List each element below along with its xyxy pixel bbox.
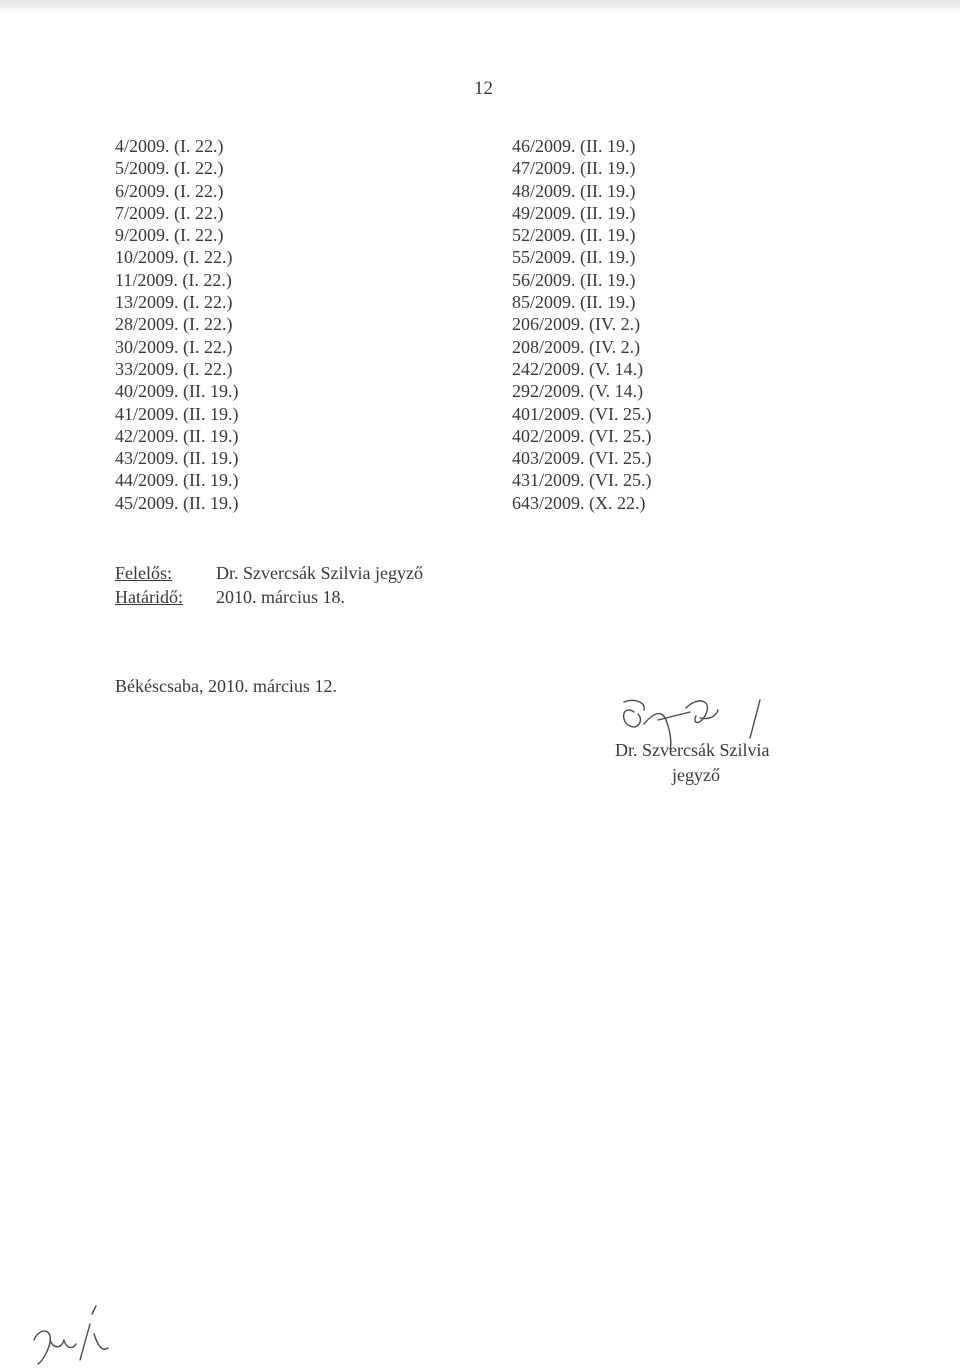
decision-list-left: [115, 135, 238, 514]
decision-item: 11/2009. (I. 22.): [115, 269, 232, 290]
decision-item: 85/2009. (II. 19.): [512, 292, 636, 313]
decision-item: 206/2009. (IV. 2.): [512, 314, 641, 335]
decision-item: 7/2009. (I. 22.): [115, 202, 224, 223]
decision-item: 47/2009. (II. 19.): [512, 158, 636, 179]
decision-item: 48/2009. (II. 19.): [512, 180, 636, 201]
decision-item: 402/2009. (VI. 25.): [512, 425, 652, 446]
decision-item: 401/2009. (VI. 25.): [512, 403, 652, 424]
decision-item: 30/2009. (I. 22.): [115, 336, 233, 357]
decision-item: 55/2009. (II. 19.): [512, 247, 636, 268]
decision-item: 4/2009. (I. 22.): [115, 136, 224, 156]
signer-title: jegyző: [672, 765, 720, 785]
handwritten-initials-icon: [28, 1300, 138, 1369]
deadline-label: Határidő:: [115, 587, 183, 607]
decision-item: 52/2009. (II. 19.): [512, 225, 636, 246]
decision-item: 41/2009. (II. 19.): [115, 403, 239, 424]
decision-item: 292/2009. (V. 14.): [512, 381, 644, 402]
place-date: Békéscsaba, 2010. március 12.: [115, 676, 337, 696]
deadline-value: 2010. március 18.: [216, 587, 345, 607]
decision-list-right: [512, 135, 651, 514]
decision-item: 10/2009. (I. 22.): [115, 247, 233, 268]
signer-name: Dr. Szvercsák Szilvia: [615, 740, 770, 760]
decision-item: 28/2009. (I. 22.): [115, 314, 233, 335]
decision-item: 43/2009. (II. 19.): [115, 448, 239, 469]
decision-item: 242/2009. (V. 14.): [512, 358, 644, 379]
decision-item: 403/2009. (VI. 25.): [512, 448, 652, 469]
decision-item: 33/2009. (I. 22.): [115, 358, 233, 379]
decision-item: 40/2009. (II. 19.): [115, 381, 239, 402]
decision-item: 9/2009. (I. 22.): [115, 225, 224, 246]
decision-item: 13/2009. (I. 22.): [115, 292, 233, 313]
decision-item: 44/2009. (II. 19.): [115, 470, 239, 491]
decision-item: 45/2009. (II. 19.): [115, 492, 239, 513]
responsible-value: Dr. Szvercsák Szilvia jegyző: [216, 563, 423, 583]
decision-item: 208/2009. (IV. 2.): [512, 336, 641, 357]
decision-item: 643/2009. (X. 22.): [512, 492, 646, 513]
decision-item: 5/2009. (I. 22.): [115, 158, 224, 179]
decision-item: 56/2009. (II. 19.): [512, 269, 636, 290]
scan-top-edge: [0, 0, 960, 14]
decision-item: 46/2009. (II. 19.): [512, 136, 636, 156]
decision-item: 6/2009. (I. 22.): [115, 180, 224, 201]
decision-item: 42/2009. (II. 19.): [115, 425, 239, 446]
decision-item: 431/2009. (VI. 25.): [512, 470, 652, 491]
responsible-label: Felelős:: [115, 563, 172, 583]
decision-item: 49/2009. (II. 19.): [512, 202, 636, 223]
page-number: 12: [474, 78, 493, 99]
